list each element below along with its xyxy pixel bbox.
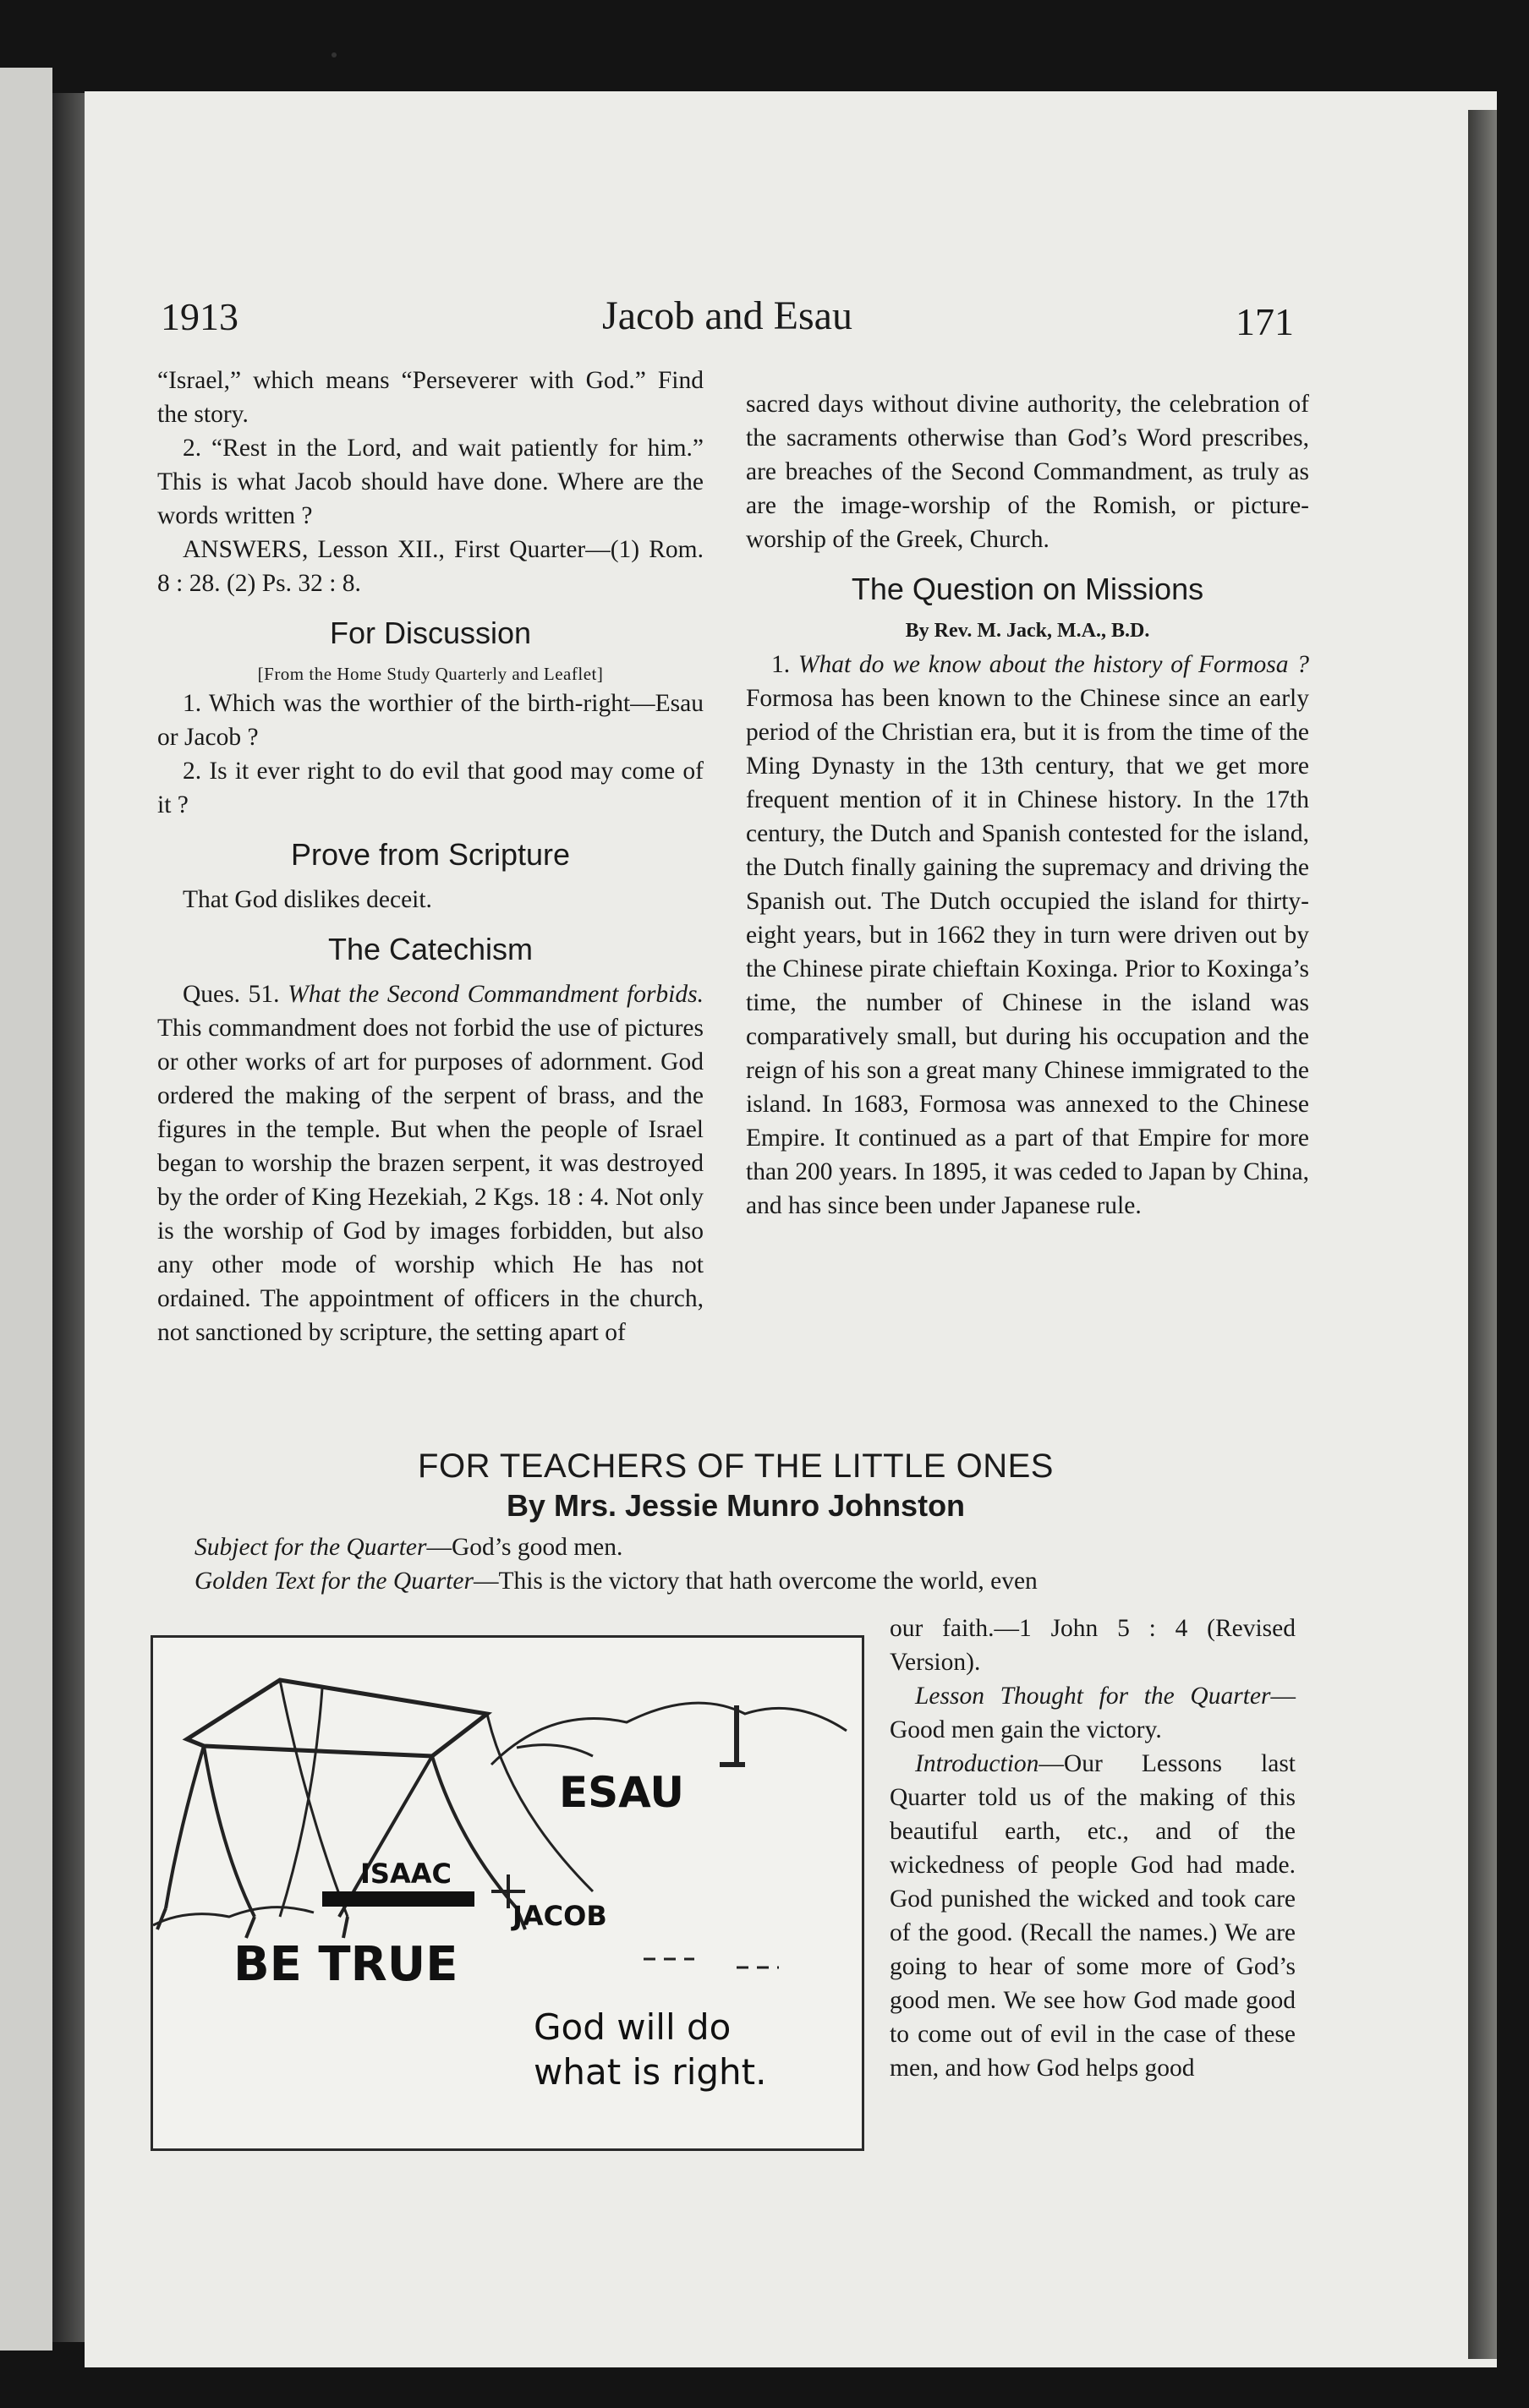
paragraph: 2. Is it ever right to do evil that good may come of it ? xyxy=(157,758,704,818)
running-head-year: 1913 xyxy=(161,295,238,338)
section-byline: By Rev. M. Jack, M.A., B.D. xyxy=(905,620,1150,642)
dash-lines xyxy=(644,1959,779,1967)
golden-text: —This is the victory that hath overcome the world, even xyxy=(473,1568,1038,1595)
paragraph: “Israel,” which means “Perseverer with God.” Find the story. xyxy=(157,367,704,428)
question-text: What do we know about the history of Formosa ? xyxy=(797,651,1309,678)
teachers-byline: By Mrs. Jessie Munro Johnston xyxy=(506,1488,966,1523)
paragraph: ANSWERS, Lesson XII., First Quarter—(1) Rom. 8 : 28. (2) Ps. 32 : 8. xyxy=(157,536,704,597)
introduction-paragraph xyxy=(890,1747,1296,2085)
tent-roof xyxy=(187,1680,487,1756)
section-heading-prove: Prove from Scripture xyxy=(290,837,571,872)
teachers-section xyxy=(161,1446,1311,1598)
book-gutter-shadow xyxy=(52,93,86,2342)
label-isaac: ISAAC xyxy=(360,1858,452,1890)
golden-label: Golden Text for the Quarter xyxy=(195,1568,474,1595)
tent-sketch xyxy=(153,1638,862,2148)
page-stack-edge xyxy=(1468,110,1497,2359)
ground-line xyxy=(153,1907,314,1925)
subject-line xyxy=(161,1530,1311,1564)
running-head-title: Jacob and Esau xyxy=(602,293,852,338)
question-text: What the Second Commandment forbids. xyxy=(288,981,704,1008)
teachers-title: FOR TEACHERS OF THE LITTLE ONES xyxy=(418,1448,1054,1485)
teachers-right-column xyxy=(890,1612,1296,2085)
left-page-edge xyxy=(0,68,52,2351)
section-source-note: [From the Home Study Quarterly and Leaflet] xyxy=(257,664,604,684)
subject-text: —God’s good men. xyxy=(426,1534,623,1561)
answer-text: This commandment does not forbid the use of pictures or other works of art for purposes of adornment. God ordered the making of the serpent of brass, and the figures in the temple. But when the people of Israel began to worship the brazen serpent, it was destroyed by the order of King Hezekiah, 2 Kgs. 18 : 4. Not only is the worship of God by images forbidden, but also any other mode of worship which He has not ordained. The appointment of officers in the church, not sanctioned by scripture, the setting apart of xyxy=(157,1015,704,1346)
tent-seams xyxy=(280,1680,348,1917)
esau-figure xyxy=(720,1705,745,1765)
page-number: 171 xyxy=(1236,300,1294,343)
dust-speck xyxy=(332,52,337,57)
introduction-label: Introduction xyxy=(915,1750,1039,1777)
missions-paragraph xyxy=(746,648,1309,1223)
tent-bed xyxy=(322,1891,474,1907)
section-heading-catechism: The Catechism xyxy=(327,932,534,966)
caption-line-2: what is right. xyxy=(534,2051,767,2093)
paragraph: sacred days without divine authority, the celebration of the sacraments otherwise than God’s Word prescribes, are breaches of the Second Commandment, as truly as are the image-worship of the Romish, or picture-worship of the Greek, Church. xyxy=(746,391,1309,553)
paragraph: That God dislikes deceit. xyxy=(183,886,432,913)
section-heading-missions: The Question on Missions xyxy=(851,572,1204,606)
answer-text: Formosa has been known to the Chinese since an early period of the Christian era, but it is from the time of the Ming Dynasty in the 13th century, that we get more frequent mention of it in Chinese history. In the 17th century, the Dutch and Spanish contested for the island, the Dutch finally gaining the supremacy and driving the Spanish out. The Dutch occupied the island for thirty-eight years, but in 1662 they in turn were driven out by the Chinese pirate chieftain Koxinga. Prior to Koxinga’s time, the number of Chinese in the island was comparatively small, but during his occupation and the reign of his son a great many Chinese immigrated to the island. In 1683, Formosa was annexed to the Chinese Empire. It continued as a part of that Empire for more than 200 years. In 1895, it was ceded to Japan by China, and has since been under Japanese rule. xyxy=(746,685,1309,1219)
hill-outline xyxy=(491,1703,847,1765)
illustration-tent-drawing xyxy=(151,1635,864,2151)
golden-text-line xyxy=(161,1564,1311,1598)
label-esau: ESAU xyxy=(559,1768,684,1817)
caption-be-true: BE TRUE xyxy=(233,1937,458,1992)
golden-text-continued: our faith.—1 John 5 : 4 (Revised Version). xyxy=(890,1615,1296,1676)
paragraph: 2. “Rest in the Lord, and wait patiently for him.” This is what Jacob should have done. Where are the words written ? xyxy=(157,435,704,529)
caption-line-1: God will do xyxy=(534,2006,732,2048)
hill-line xyxy=(517,1745,593,1756)
introduction-text: —Our Lessons last Quarter told us of the making of this beautiful earth, etc., and of the wickedness of people God had made. God punished the wicked and took care of the good. (Recall the names.) We are going to hear of some more of God’s good men. We see how God made good to come out of evil in the case of these men, and how God helps good xyxy=(890,1750,1296,2082)
section-heading-discussion: For Discussion xyxy=(329,616,532,650)
question-number: Ques. 51. xyxy=(183,981,280,1008)
lesson-thought-label: Lesson Thought for the Quarter xyxy=(915,1683,1271,1710)
catechism-paragraph xyxy=(157,977,704,1349)
paragraph: 1. Which was the worthier of the birth-right—Esau or Jacob ? xyxy=(157,690,704,751)
lesson-thought-text: —Good men gain the victory. xyxy=(890,1683,1296,1743)
lesson-thought xyxy=(890,1679,1296,1747)
left-column xyxy=(157,364,704,1349)
label-jacob: JACOB xyxy=(512,1900,607,1932)
tent-left-side xyxy=(166,1746,255,1917)
running-head xyxy=(161,294,1294,345)
subject-label: Subject for the Quarter xyxy=(195,1534,427,1561)
question-number: 1. xyxy=(771,651,791,678)
right-column xyxy=(746,387,1309,1223)
